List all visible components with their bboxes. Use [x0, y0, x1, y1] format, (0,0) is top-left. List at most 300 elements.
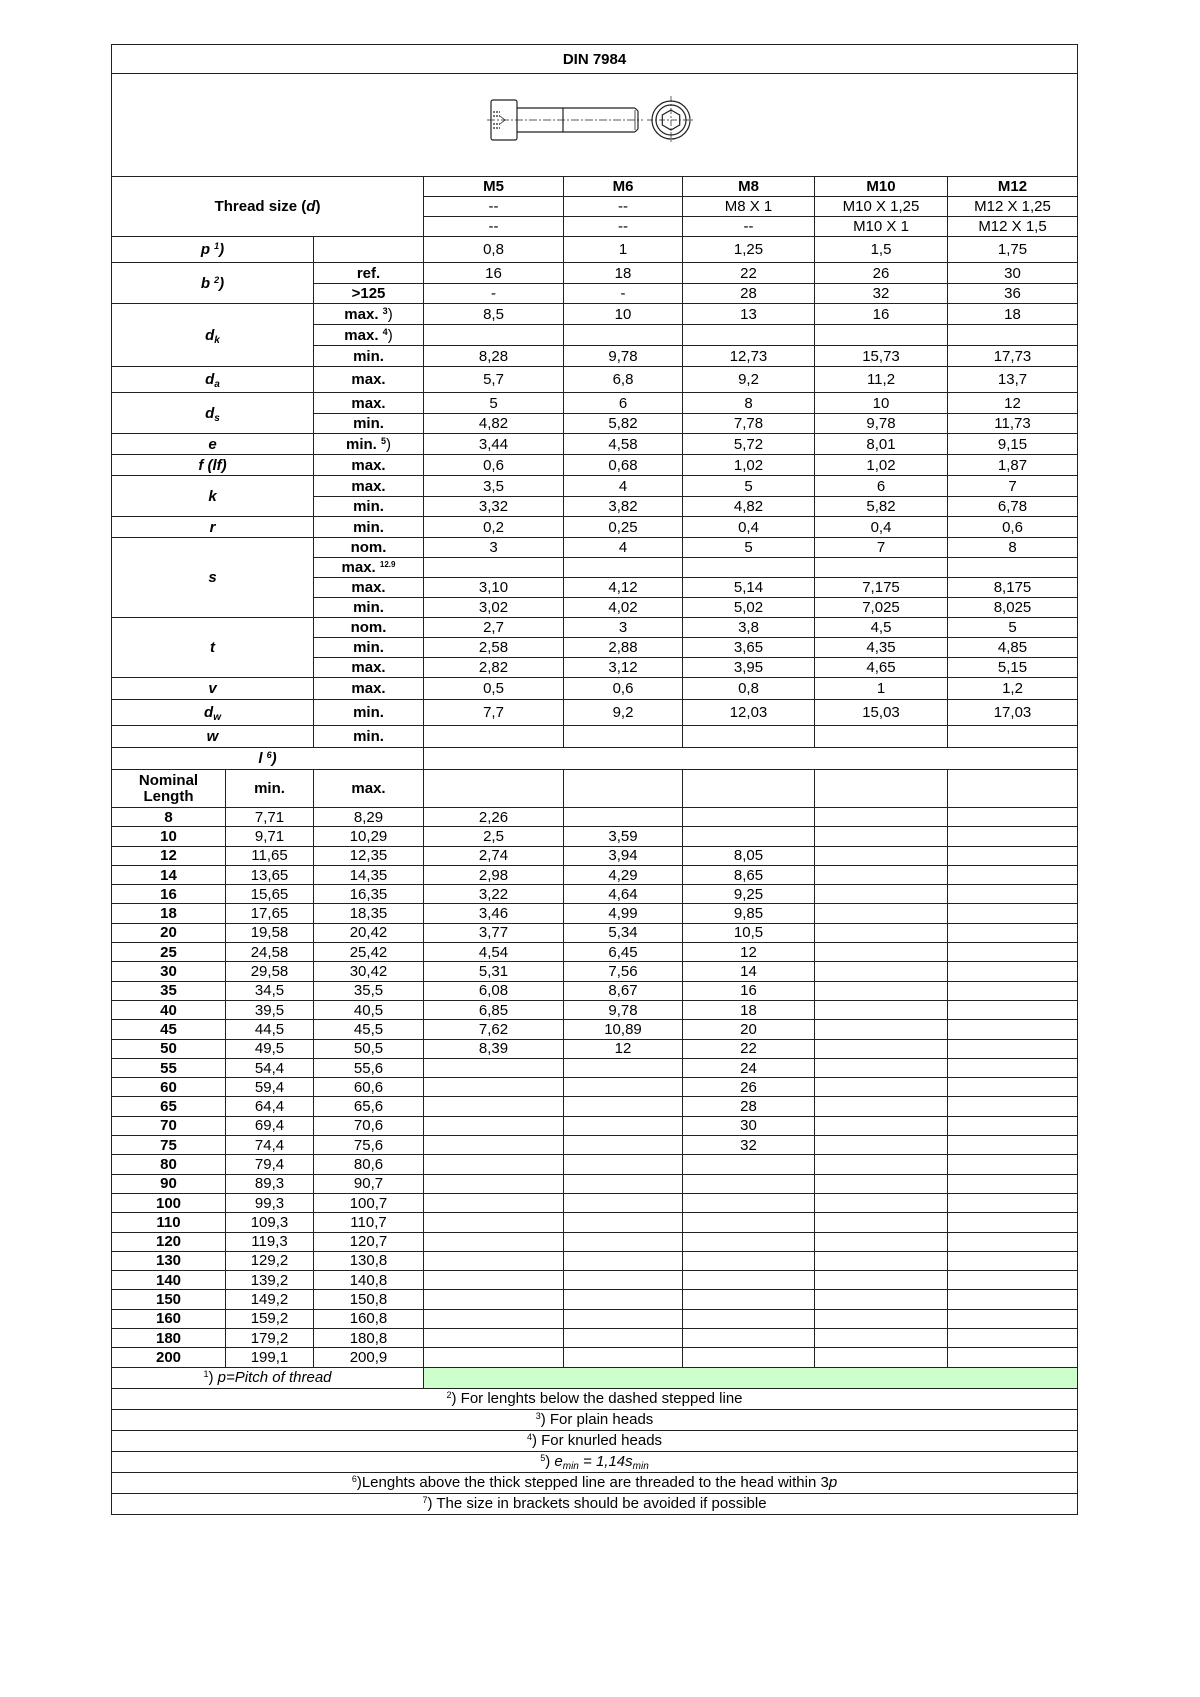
value-cell: 1,2: [948, 678, 1078, 700]
symbol: w: [206, 728, 219, 745]
thread-length-cell: [424, 1329, 564, 1348]
value-cell: 7,78: [683, 414, 815, 434]
length-min: 89,3: [226, 1174, 314, 1193]
value-cell: 1,02: [683, 455, 815, 476]
length-min: 79,4: [226, 1155, 314, 1174]
thread-length-cell: [683, 1290, 815, 1309]
value-cell: M8 X 1: [683, 197, 815, 217]
thread-length-cell: 22: [683, 1039, 815, 1058]
empty-cell: [424, 748, 1078, 770]
sub-label-cell: [314, 598, 424, 618]
thread-length-cell: 9,25: [683, 885, 815, 904]
sub-label-cell: [314, 346, 424, 367]
symbol-k: [112, 476, 314, 517]
paren: ): [540, 1411, 546, 1429]
value-cell: 4,58: [564, 434, 683, 455]
value-cell: 2,58: [424, 638, 564, 658]
footnote-cell: [112, 1472, 1078, 1493]
sub-label: max.: [351, 456, 386, 474]
thread-length-cell: [948, 1058, 1078, 1077]
value-cell: 8,01: [815, 434, 948, 455]
length-min: 15,65: [226, 885, 314, 904]
footnote-text: p=Pitch of thread: [217, 1369, 332, 1387]
value-cell: 5,15: [948, 658, 1078, 678]
t-nom-row: [112, 618, 1078, 638]
sub-label-cell: [314, 325, 424, 346]
value-cell: --: [564, 197, 683, 217]
value-cell: 8,28: [424, 346, 564, 367]
thread-length-cell: [683, 827, 815, 846]
symbol-dw: [112, 700, 314, 726]
thread-length-cell: [815, 846, 948, 865]
value-cell: 1: [815, 678, 948, 700]
length-max: 100,7: [314, 1193, 424, 1212]
length-min: 74,4: [226, 1136, 314, 1155]
b-ref-row: [112, 263, 1078, 284]
symbol-dk: [112, 304, 314, 367]
thread-length-cell: [424, 1193, 564, 1212]
value-cell: 17,73: [948, 346, 1078, 367]
length-min: 7,71: [226, 808, 314, 827]
sub-label-cell: [314, 455, 424, 476]
length-min: 64,4: [226, 1097, 314, 1116]
length-min: 29,58: [226, 962, 314, 981]
thread-length-cell: [815, 962, 948, 981]
paren: ): [545, 1453, 551, 1471]
thread-length-cell: 5,34: [564, 923, 683, 942]
footnote-cell: [112, 1430, 1078, 1451]
grade-note: 12.9: [379, 560, 396, 569]
value-cell: [564, 325, 683, 346]
thread-length-cell: [815, 1155, 948, 1174]
length-min: 11,65: [226, 846, 314, 865]
value-cell: 16: [815, 304, 948, 325]
da-row: [112, 367, 1078, 393]
thread-length-cell: 26: [683, 1078, 815, 1097]
length-max: 55,6: [314, 1058, 424, 1077]
footnote-cell: [112, 1367, 424, 1388]
drawing-cell: [112, 74, 1078, 177]
length-row: [112, 1329, 1078, 1348]
thread-length-cell: [424, 1290, 564, 1309]
value-cell: [424, 726, 564, 748]
thread-length-cell: [564, 1058, 683, 1077]
thread-length-cell: 2,74: [424, 846, 564, 865]
thread-length-cell: [564, 1097, 683, 1116]
paren: ): [219, 241, 225, 258]
value-cell: 3,32: [424, 497, 564, 517]
symbol: d: [205, 404, 215, 422]
thread-length-cell: 14: [683, 962, 815, 981]
thread-length-cell: 18: [683, 1000, 815, 1019]
footnote-row: [112, 1493, 1078, 1514]
value-cell: 4,5: [815, 618, 948, 638]
value-cell: 2,88: [564, 638, 683, 658]
symbol-v: [112, 678, 314, 700]
thread-length-cell: [948, 962, 1078, 981]
value-cell: 3,02: [424, 598, 564, 618]
note-ref: 6: [266, 750, 272, 760]
value-cell: M12 X 1,25: [948, 197, 1078, 217]
value-cell: -: [564, 284, 683, 304]
empty-cell: [815, 770, 948, 808]
thread-length-cell: 9,85: [683, 904, 815, 923]
sub-label-cell: [314, 414, 424, 434]
thread-length-cell: 2,98: [424, 865, 564, 884]
length-min: 13,65: [226, 865, 314, 884]
thread-length-cell: [564, 1348, 683, 1367]
length-max: 40,5: [314, 1000, 424, 1019]
thread-length-cell: [815, 885, 948, 904]
thread-length-cell: [815, 1193, 948, 1212]
length-max: 140,8: [314, 1271, 424, 1290]
thread-length-cell: 30: [683, 1116, 815, 1135]
value-cell: 8,025: [948, 598, 1078, 618]
thread-length-cell: [424, 1232, 564, 1251]
thread-length-cell: [948, 1000, 1078, 1019]
nominal-length: 100: [112, 1193, 226, 1212]
ds-max-row: [112, 393, 1078, 414]
thread-length-cell: 4,64: [564, 885, 683, 904]
thread-length-cell: [815, 1290, 948, 1309]
length-min: 24,58: [226, 943, 314, 962]
thread-length-cell: 28: [683, 1097, 815, 1116]
value-cell: 17,03: [948, 700, 1078, 726]
value-cell: 5: [948, 618, 1078, 638]
sub-label-cell: [314, 393, 424, 414]
length-row: [112, 1193, 1078, 1212]
thread-length-cell: [948, 1348, 1078, 1367]
thread-length-cell: [424, 1136, 564, 1155]
value-cell: 3,95: [683, 658, 815, 678]
page-title: DIN 7984: [112, 45, 1078, 74]
thread-length-cell: [424, 1078, 564, 1097]
symbol-l: [112, 748, 424, 770]
sub-label: ref.: [356, 264, 381, 282]
note-ref: 1: [214, 241, 220, 251]
thread-length-cell: [948, 885, 1078, 904]
length-row: [112, 1348, 1078, 1367]
length-row: [112, 1174, 1078, 1193]
length-row: [112, 1309, 1078, 1328]
length-max: 110,7: [314, 1213, 424, 1232]
thread-length-cell: [815, 1136, 948, 1155]
thread-length-cell: 32: [683, 1136, 815, 1155]
length-min: 99,3: [226, 1193, 314, 1212]
value-cell: 9,78: [815, 414, 948, 434]
length-max: 130,8: [314, 1251, 424, 1270]
thread-size-label: [112, 177, 424, 237]
value-cell: 5,82: [564, 414, 683, 434]
sub-label-cell: [314, 638, 424, 658]
value-cell: 1,25: [683, 237, 815, 263]
value-cell: 36: [948, 284, 1078, 304]
value-cell: 5: [683, 538, 815, 558]
value-cell: 8: [683, 393, 815, 414]
length-row: [112, 808, 1078, 827]
nominal-length: 12: [112, 846, 226, 865]
length-row: [112, 1078, 1078, 1097]
thread-length-cell: [948, 808, 1078, 827]
value-cell: [948, 558, 1078, 578]
thread-length-cell: 6,85: [424, 1000, 564, 1019]
sub-label-cell: [314, 658, 424, 678]
thread-length-cell: 8,67: [564, 981, 683, 1000]
nominal-length: 70: [112, 1116, 226, 1135]
thread-length-cell: [424, 1213, 564, 1232]
thread-length-cell: [815, 1058, 948, 1077]
nominal-length: 160: [112, 1309, 226, 1328]
value-cell: 0,68: [564, 455, 683, 476]
symbol-e: [112, 434, 314, 455]
length-row: [112, 904, 1078, 923]
thread-length-cell: [424, 1174, 564, 1193]
thread-length-cell: [948, 1020, 1078, 1039]
dw-row: [112, 700, 1078, 726]
thread-length-cell: [424, 1309, 564, 1328]
thread-length-cell: [815, 1232, 948, 1251]
sub-label-cell: [314, 497, 424, 517]
thread-length-cell: [564, 1213, 683, 1232]
value-cell: 4,02: [564, 598, 683, 618]
sub-label-cell: [314, 700, 424, 726]
symbol: d: [205, 371, 215, 388]
value-cell: 3,10: [424, 578, 564, 598]
nominal-length: 18: [112, 904, 226, 923]
value-cell: 1,75: [948, 237, 1078, 263]
thread-length-cell: [948, 1078, 1078, 1097]
thread-length-cell: [815, 1329, 948, 1348]
thread-length-cell: 6,45: [564, 943, 683, 962]
sub-label-cell: [314, 558, 424, 578]
length-row: [112, 1155, 1078, 1174]
sub-label-cell: [314, 367, 424, 393]
sub-label: max.: [341, 559, 376, 576]
sub-label: max.: [351, 477, 386, 495]
value-cell: 1,5: [815, 237, 948, 263]
thread-length-cell: 3,77: [424, 923, 564, 942]
sub-label: min.: [353, 498, 384, 515]
thread-length-cell: [948, 1309, 1078, 1328]
note-ref: 4: [382, 326, 388, 337]
length-max-header: max.: [314, 770, 424, 808]
length-min: 19,58: [226, 923, 314, 942]
value-cell: 7,175: [815, 578, 948, 598]
paren: ): [387, 305, 393, 323]
paren: ): [356, 1474, 362, 1492]
length-min: 159,2: [226, 1309, 314, 1328]
nominal-length: 130: [112, 1251, 226, 1270]
value-cell: 10: [564, 304, 683, 325]
nominal-length: 75: [112, 1136, 226, 1155]
note-ref: 3: [382, 305, 388, 316]
thread-length-cell: 7,56: [564, 962, 683, 981]
sub-label-cell: [314, 434, 424, 455]
length-min: 17,65: [226, 904, 314, 923]
value-cell: --: [683, 217, 815, 237]
thread-length-cell: [683, 808, 815, 827]
value-cell: 3,8: [683, 618, 815, 638]
thread-size-row: [112, 177, 1078, 197]
thread-size-header: M12: [948, 177, 1078, 197]
length-row: [112, 846, 1078, 865]
sub-label-cell: [314, 304, 424, 325]
value-cell: [424, 558, 564, 578]
thread-length-cell: [424, 1271, 564, 1290]
symbol-w: [112, 726, 314, 748]
thread-length-cell: [948, 904, 1078, 923]
thread-length-cell: 10,5: [683, 923, 815, 942]
symbol: k: [208, 487, 217, 505]
value-cell: 2,7: [424, 618, 564, 638]
thread-length-cell: [564, 1193, 683, 1212]
thread-length-cell: [948, 1116, 1078, 1135]
thread-length-cell: [815, 943, 948, 962]
thread-size-header: M10: [815, 177, 948, 197]
symbol: b: [200, 274, 210, 292]
thread-length-cell: [815, 1039, 948, 1058]
sub-label: nom.: [350, 619, 387, 636]
thread-length-cell: [948, 1174, 1078, 1193]
value-cell: 32: [815, 284, 948, 304]
length-row: [112, 1290, 1078, 1309]
sub-label-cell: [314, 476, 424, 497]
value-cell: 5,02: [683, 598, 815, 618]
value-cell: -: [424, 284, 564, 304]
paren: ): [427, 1495, 433, 1513]
thread-length-cell: [683, 1271, 815, 1290]
thread-length-cell: [564, 1174, 683, 1193]
thread-length-cell: 9,78: [564, 1000, 683, 1019]
value-cell: 7,025: [815, 598, 948, 618]
thread-length-cell: 4,99: [564, 904, 683, 923]
value-cell: 5,82: [815, 497, 948, 517]
symbol: r: [209, 518, 216, 536]
symbol-s: [112, 538, 314, 618]
sub-label: min.: [353, 347, 384, 365]
symbol-ds: [112, 393, 314, 434]
thread-length-cell: [815, 1174, 948, 1193]
symbol: d: [204, 704, 214, 721]
nominal-length: 55: [112, 1058, 226, 1077]
note-ref: 5: [381, 435, 387, 446]
thread-length-cell: [683, 1174, 815, 1193]
thread-length-cell: [948, 1136, 1078, 1155]
thread-length-cell: [815, 1078, 948, 1097]
paren: ): [387, 326, 393, 344]
length-max: 30,42: [314, 962, 424, 981]
sub-label: min.: [353, 728, 384, 745]
formula-e: e: [554, 1453, 563, 1471]
label-var: d: [306, 198, 316, 215]
length-row: [112, 1232, 1078, 1251]
value-cell: 4,65: [815, 658, 948, 678]
thread-length-cell: [815, 923, 948, 942]
thread-length-cell: [948, 846, 1078, 865]
value-cell: 0,6: [564, 678, 683, 700]
thread-length-cell: [564, 1290, 683, 1309]
symbol-subscript: s: [214, 412, 220, 424]
symbol: l: [258, 750, 263, 767]
length-row: [112, 1039, 1078, 1058]
empty-cell: [424, 770, 564, 808]
value-cell: --: [424, 197, 564, 217]
symbol: s: [208, 569, 217, 586]
length-min: 139,2: [226, 1271, 314, 1290]
thread-length-cell: 3,46: [424, 904, 564, 923]
v-row: [112, 678, 1078, 700]
thread-length-cell: [815, 1348, 948, 1367]
length-row: [112, 1136, 1078, 1155]
value-cell: 9,2: [683, 367, 815, 393]
value-cell: 18: [948, 304, 1078, 325]
sub-label: nom.: [350, 539, 387, 556]
value-cell: [683, 726, 815, 748]
footnote-cell: [112, 1493, 1078, 1514]
nominal-length: 150: [112, 1290, 226, 1309]
length-min: 149,2: [226, 1290, 314, 1309]
value-cell: 30: [948, 263, 1078, 284]
thread-length-cell: [815, 1271, 948, 1290]
length-row: [112, 1213, 1078, 1232]
thread-length-cell: [564, 1251, 683, 1270]
thread-length-cell: [424, 1058, 564, 1077]
thread-length-cell: [424, 1097, 564, 1116]
socket-head-cap-screw-drawing-icon: [485, 95, 705, 155]
sub-label-cell: [314, 678, 424, 700]
length-min: 179,2: [226, 1329, 314, 1348]
thread-length-cell: [683, 1155, 815, 1174]
value-cell: 26: [815, 263, 948, 284]
length-row: [112, 1020, 1078, 1039]
nominal-length: 14: [112, 865, 226, 884]
value-cell: 8,175: [948, 578, 1078, 598]
value-cell: 16: [424, 263, 564, 284]
thread-length-cell: [948, 1155, 1078, 1174]
footnote-text: Lenghts above the thick stepped line are threaded to the head within 3: [361, 1474, 829, 1492]
symbol-subscript: w: [213, 712, 221, 723]
sub-label-cell: [314, 517, 424, 538]
thread-length-cell: 12: [683, 943, 815, 962]
nominal-length: 8: [112, 808, 226, 827]
nominal-length: 30: [112, 962, 226, 981]
value-cell: 8: [948, 538, 1078, 558]
length-min: 129,2: [226, 1251, 314, 1270]
thread-length-cell: 12: [564, 1039, 683, 1058]
thread-length-cell: 6,08: [424, 981, 564, 1000]
nominal-length: 10: [112, 827, 226, 846]
length-header-row: [112, 770, 1078, 808]
value-cell: [564, 558, 683, 578]
sub-label: max.: [344, 326, 379, 344]
empty-cell: [948, 770, 1078, 808]
length-max: 180,8: [314, 1329, 424, 1348]
empty-cell: [683, 770, 815, 808]
thread-length-cell: [815, 865, 948, 884]
value-cell: 6: [815, 476, 948, 497]
length-max: 25,42: [314, 943, 424, 962]
sub-label: max.: [351, 680, 386, 697]
value-cell: 15,03: [815, 700, 948, 726]
thread-length-cell: [424, 1348, 564, 1367]
length-min: 44,5: [226, 1020, 314, 1039]
length-max: 90,7: [314, 1174, 424, 1193]
footnote-row: [112, 1367, 1078, 1388]
thread-length-cell: [424, 1155, 564, 1174]
value-cell: 3,65: [683, 638, 815, 658]
length-max: 14,35: [314, 865, 424, 884]
sub-label-cell: [314, 578, 424, 598]
